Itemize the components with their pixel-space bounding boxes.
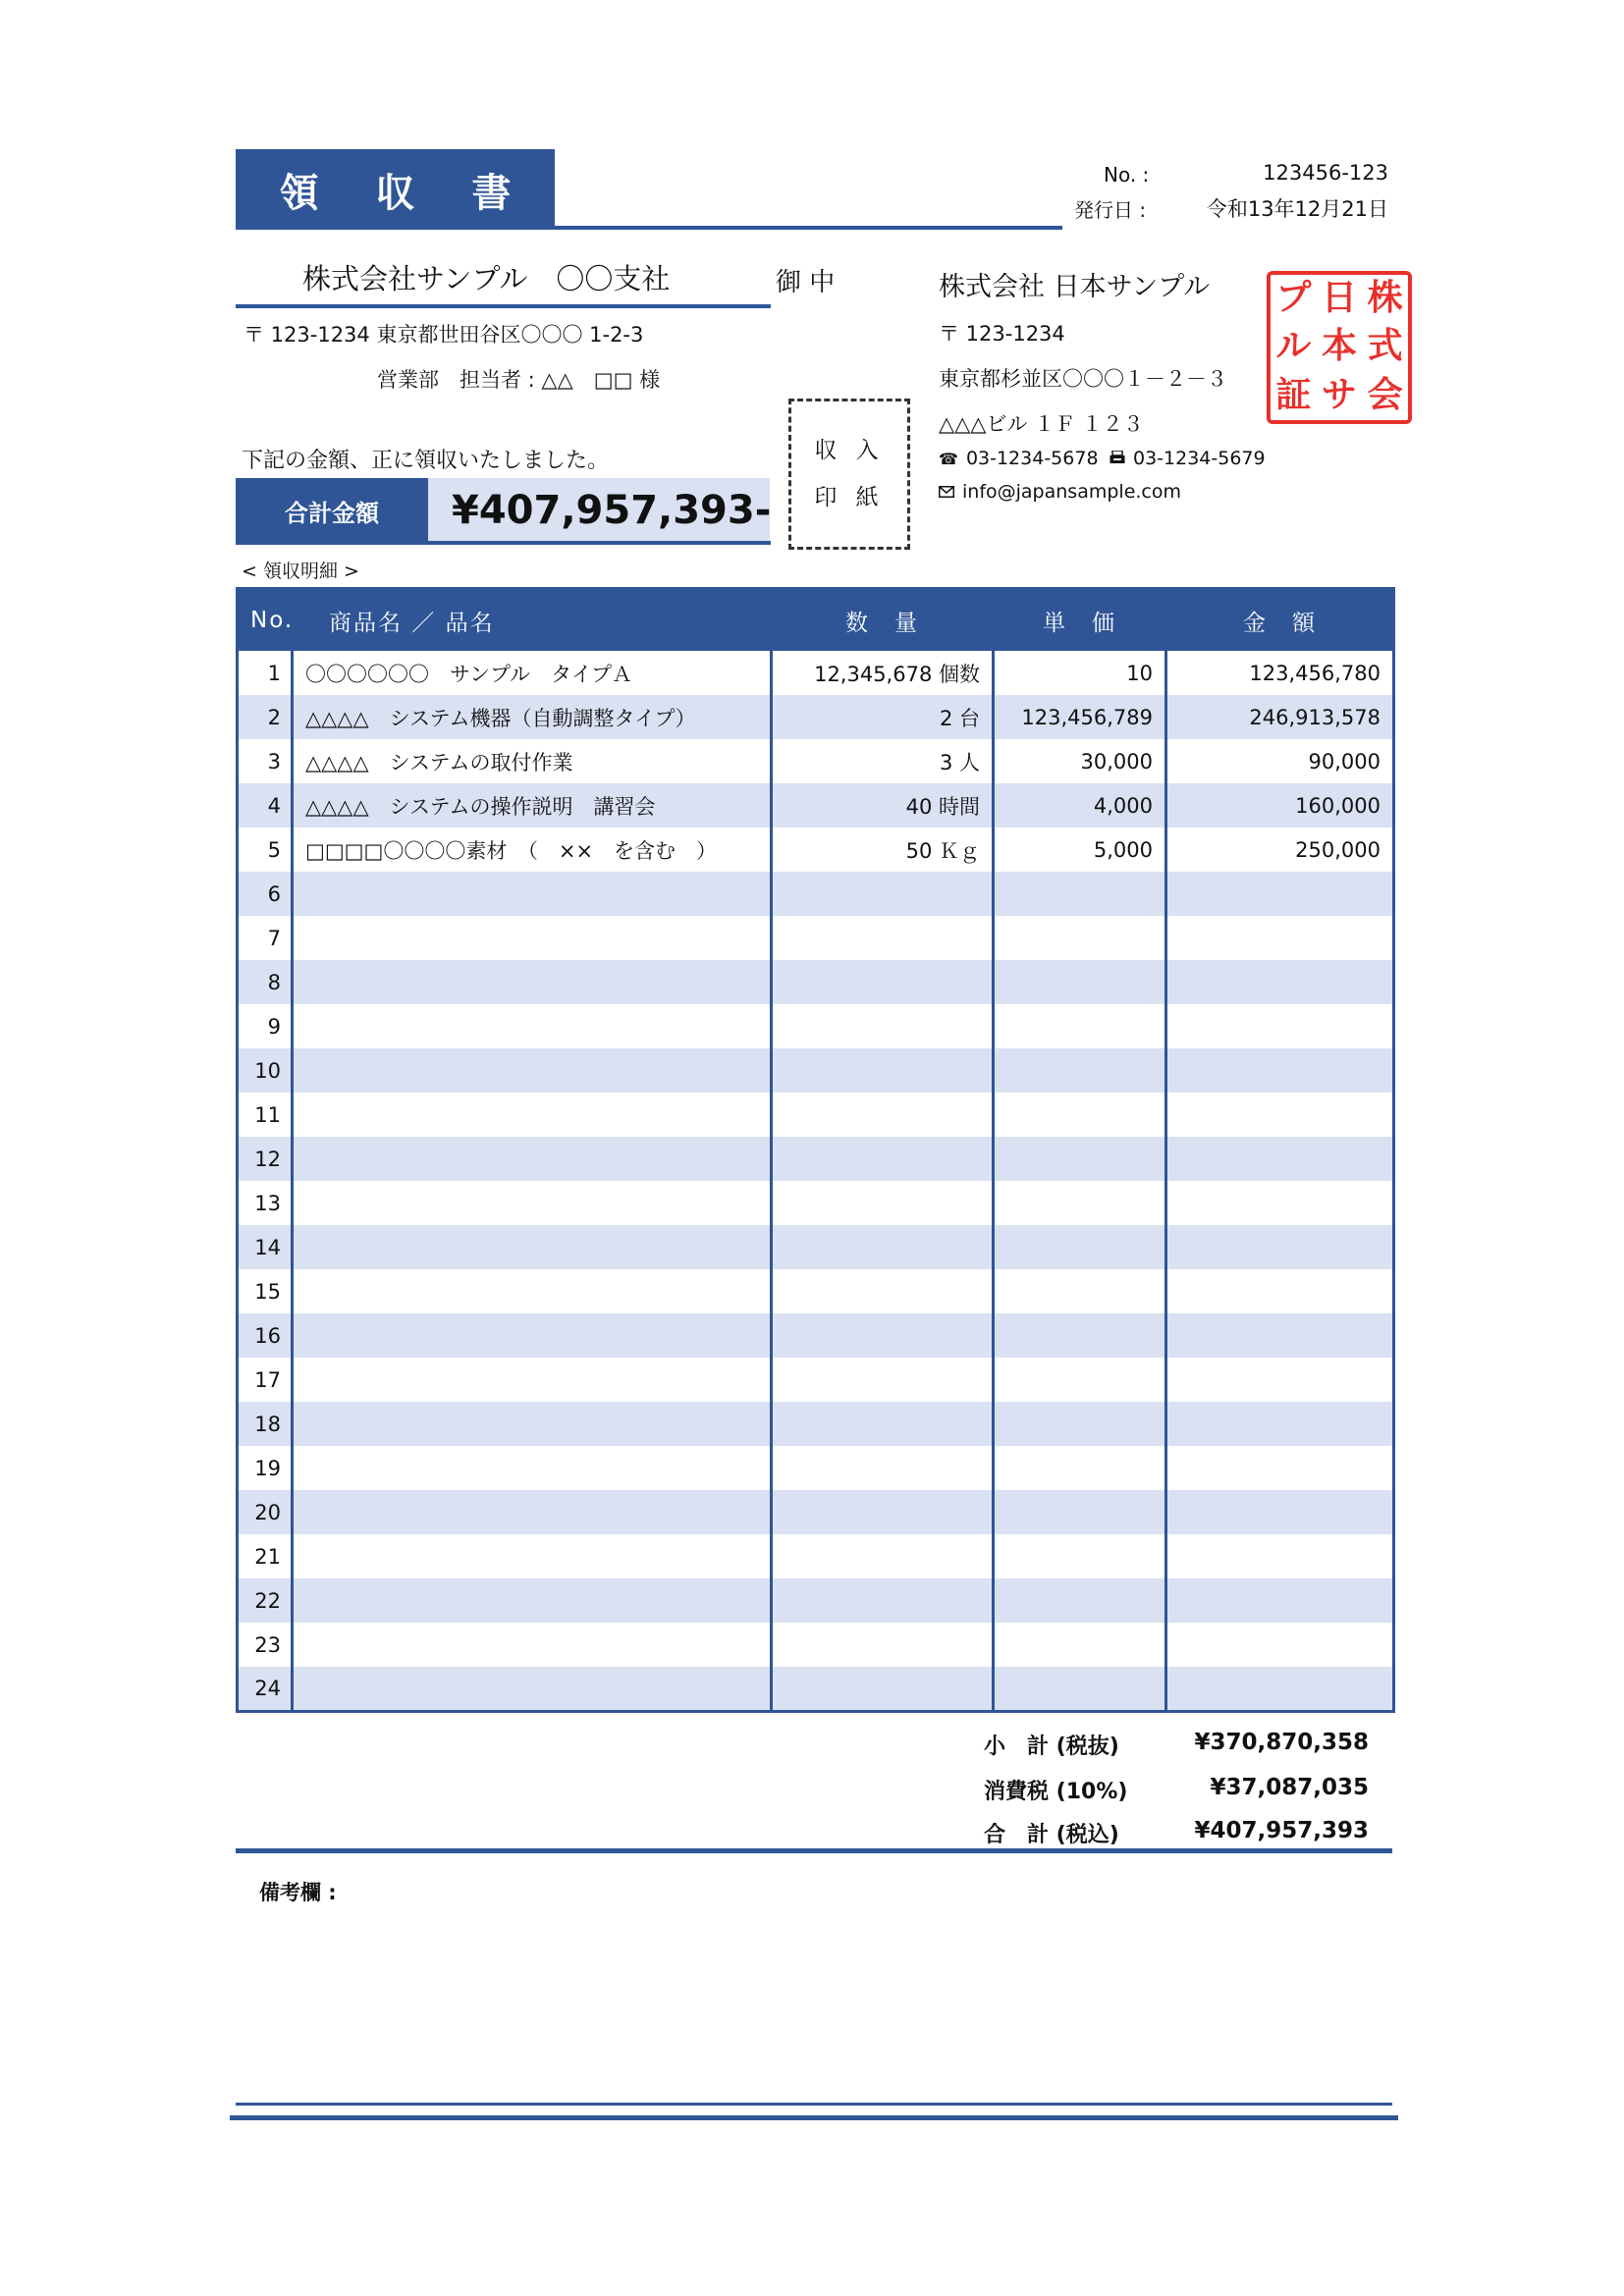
total-amount-value: ¥407,957,393- — [428, 478, 770, 543]
amount-cell — [1166, 1093, 1394, 1137]
amount-cell — [1166, 1667, 1394, 1711]
unit-price-cell — [994, 1048, 1166, 1093]
quantity-cell — [772, 916, 994, 960]
issuer-name: 株式会社 日本サンプル — [939, 272, 1211, 302]
quantity-cell — [772, 1402, 994, 1446]
row-no-cell: 3 — [267, 749, 281, 774]
issuer-fax — [1110, 448, 1266, 469]
table-row — [238, 1358, 1394, 1402]
item-name-cell — [293, 1313, 772, 1358]
amount-cell: 160,000 — [1166, 783, 1394, 828]
table-row — [238, 1446, 1394, 1490]
unit-price-cell — [994, 1667, 1166, 1711]
row-no-cell: 13 — [254, 1191, 281, 1215]
amount-cell — [1166, 1181, 1394, 1225]
remarks-label: 備考欄 : — [259, 1881, 337, 1904]
unit-price-cell: 10 — [994, 651, 1166, 695]
unit-price-cell — [994, 1623, 1166, 1667]
quantity-cell — [772, 1181, 994, 1225]
row-no-cell: 15 — [254, 1279, 281, 1304]
tax-label: 消費税 (10%) — [984, 1780, 1128, 1804]
quantity-cell — [772, 1358, 994, 1402]
details-caption: < 領収明細 > — [242, 561, 359, 582]
recipient-name: 株式会社サンプル 〇〇支社 — [302, 262, 671, 295]
unit-price-cell: 5,000 — [994, 828, 1166, 872]
table-row — [238, 695, 1394, 739]
row-no-cell: 9 — [267, 1014, 281, 1039]
item-name-cell — [293, 1358, 772, 1402]
item-name-cell — [293, 872, 772, 916]
table-row — [238, 1137, 1394, 1181]
amount-cell — [1166, 1446, 1394, 1490]
table-row — [238, 1623, 1394, 1667]
row-no-cell: 23 — [254, 1632, 281, 1657]
unit-price-cell — [994, 1181, 1166, 1225]
amount-cell — [1166, 916, 1394, 960]
item-name-cell — [293, 1446, 772, 1490]
amount-cell — [1166, 960, 1394, 1004]
quantity-cell — [772, 1446, 994, 1490]
subtotal-value: ¥370,870,358 — [1194, 1730, 1369, 1755]
receipt-no-label: No. : — [1104, 163, 1150, 187]
amount-cell — [1166, 1048, 1394, 1093]
header-quantity: 数 量 — [772, 589, 994, 652]
amount-cell — [1166, 1490, 1394, 1534]
receipt-no-value: 123456-123 — [1263, 161, 1388, 185]
row-no-cell: 5 — [267, 837, 281, 862]
quantity-cell — [772, 1313, 994, 1358]
fax-icon — [1110, 448, 1125, 469]
unit-price-cell — [994, 1137, 1166, 1181]
row-no-cell: 4 — [238, 783, 293, 828]
item-name-cell — [293, 960, 772, 1004]
table-row — [238, 1225, 1394, 1269]
issuer-fax-value: 03-1234-5679 — [1133, 448, 1266, 469]
unit-price-cell — [994, 1313, 1166, 1358]
quantity-cell — [772, 1269, 994, 1313]
table-row — [238, 1093, 1394, 1137]
row-no-cell: 22 — [238, 1578, 293, 1623]
row-no-cell: 18 — [238, 1402, 293, 1446]
quantity-cell: 3 人 — [772, 739, 994, 783]
item-name-cell — [293, 1534, 772, 1578]
quantity-cell — [772, 872, 994, 916]
header-amount: 金 額 — [1166, 589, 1394, 652]
amount-cell: 250,000 — [1166, 828, 1394, 872]
subtotal-label: 小 計 (税抜) — [984, 1735, 1119, 1759]
item-name-cell — [293, 1623, 772, 1667]
row-no-cell: 1 — [267, 661, 281, 685]
item-name-cell: △△△△ システムの操作説明 講習会 — [293, 783, 772, 828]
amount-cell: 246,913,578 — [1166, 695, 1394, 739]
quantity-cell — [772, 1004, 994, 1048]
unit-price-cell — [994, 960, 1166, 1004]
row-no-cell: 12 — [238, 1137, 293, 1181]
table-row — [238, 1402, 1394, 1446]
unit-price-cell — [994, 916, 1166, 960]
table-header-row — [238, 589, 1394, 652]
row-no-cell: 11 — [254, 1102, 281, 1127]
row-no-cell: 20 — [238, 1490, 293, 1534]
amount-cell — [1166, 1313, 1394, 1358]
amount-cell — [1166, 1623, 1394, 1667]
table-row — [238, 872, 1394, 916]
unit-price-cell — [994, 1004, 1166, 1048]
unit-price-cell — [994, 1534, 1166, 1578]
recipient-underline — [236, 304, 771, 308]
item-name-cell — [293, 1225, 772, 1269]
total-underline — [236, 541, 771, 545]
row-no-cell: 10 — [238, 1048, 293, 1093]
amount-cell — [1166, 1534, 1394, 1578]
recipient-contact: 営業部 担当者 : △△ □□ 様 — [377, 368, 661, 392]
table-row — [238, 1181, 1394, 1225]
title-underline — [236, 226, 1062, 230]
row-no-cell: 16 — [238, 1313, 293, 1358]
amount-cell: 90,000 — [1166, 739, 1394, 783]
table-row — [238, 783, 1394, 828]
revenue-stamp-line1: 収 入 — [814, 438, 885, 463]
table-row — [238, 1667, 1394, 1711]
row-no-cell: 2 — [238, 695, 293, 739]
header-unit-price: 単 価 — [994, 589, 1166, 652]
quantity-cell — [772, 1048, 994, 1093]
document-title: 領 収 書 — [236, 149, 555, 230]
quantity-cell — [772, 1490, 994, 1534]
row-no-cell: 8 — [238, 960, 293, 1004]
row-no-cell: 19 — [254, 1456, 281, 1480]
recipient-address: 〒 123-1234 東京都世田谷区〇〇〇 1-2-3 — [244, 323, 644, 347]
table-row — [238, 651, 1394, 695]
quantity-cell: 40 時間 — [772, 783, 994, 828]
header-item-name: 商品名 ／ 品名 — [293, 589, 772, 652]
phone-icon: ☎ — [939, 449, 958, 468]
recipient-honorific: 御 中 — [776, 268, 836, 297]
item-name-cell — [293, 916, 772, 960]
unit-price-cell — [994, 1578, 1166, 1623]
issue-date-label: 発行日 : — [1074, 198, 1147, 222]
quantity-cell — [772, 1578, 994, 1623]
item-name-cell — [293, 1181, 772, 1225]
grand-total-label: 合 計 (税込) — [984, 1823, 1119, 1847]
item-name-cell: △△△△ システムの取付作業 — [293, 739, 772, 783]
amount-cell: 123,456,780 — [1166, 651, 1394, 695]
summary-underline — [236, 1848, 1392, 1853]
footer-rule-top — [236, 2103, 1392, 2106]
item-name-cell — [293, 1048, 772, 1093]
table-row — [238, 1490, 1394, 1534]
unit-price-cell — [994, 1446, 1166, 1490]
tax-value: ¥37,087,035 — [1210, 1775, 1369, 1800]
unit-price-cell: 123,456,789 — [994, 695, 1166, 739]
table-row — [238, 1313, 1394, 1358]
table-row — [238, 1048, 1394, 1093]
unit-price-cell: 30,000 — [994, 739, 1166, 783]
issuer-postal: 〒 123-1234 — [939, 322, 1065, 346]
issuer-tel-value: 03-1234-5678 — [965, 448, 1099, 469]
unit-price-cell — [994, 1093, 1166, 1137]
amount-cell — [1166, 1578, 1394, 1623]
table-body — [238, 651, 1394, 1711]
unit-price-cell — [994, 1402, 1166, 1446]
receipt-statement: 下記の金額、正に領収いたしました。 — [242, 449, 610, 473]
quantity-cell — [772, 1093, 994, 1137]
issue-date-value: 令和13年12月21日 — [1206, 197, 1388, 221]
item-name-cell — [293, 1093, 772, 1137]
table-row — [238, 739, 1394, 783]
table-row — [238, 916, 1394, 960]
item-name-cell: △△△△ システム機器（自動調整タイプ） — [293, 695, 772, 739]
row-no-cell: 6 — [238, 872, 293, 916]
unit-price-cell: 4,000 — [994, 783, 1166, 828]
item-name-cell — [293, 1578, 772, 1623]
quantity-cell: 50 Ｋｇ — [772, 828, 994, 872]
company-seal: 株 式 会 日 本 サ プ ル 証 — [1267, 271, 1412, 424]
quantity-cell — [772, 960, 994, 1004]
amount-cell — [1166, 1269, 1394, 1313]
table-row — [238, 1534, 1394, 1578]
table-row — [238, 1269, 1394, 1313]
amount-cell — [1166, 1402, 1394, 1446]
total-amount-label: 合計金額 — [236, 478, 428, 543]
header-no: No. — [238, 589, 293, 652]
issuer-email — [939, 481, 1181, 503]
amount-cell — [1166, 872, 1394, 916]
item-name-cell — [293, 1004, 772, 1048]
issuer-tel — [939, 448, 1099, 469]
issuer-building: △△△ビル １Ｆ １２３ — [939, 412, 1144, 436]
unit-price-cell — [994, 872, 1166, 916]
receipt-details-table — [236, 587, 1395, 1713]
quantity-cell — [772, 1137, 994, 1181]
issuer-email-value: info@japansample.com — [962, 481, 1181, 503]
row-no-cell: 24 — [238, 1667, 293, 1711]
item-name-cell — [293, 1402, 772, 1446]
item-name-cell — [293, 1490, 772, 1534]
grand-total-value: ¥407,957,393 — [1194, 1818, 1369, 1843]
revenue-stamp-line2: 印 紙 — [814, 485, 885, 510]
amount-cell — [1166, 1225, 1394, 1269]
quantity-cell: 2 台 — [772, 695, 994, 739]
issuer-address: 東京都杉並区〇〇〇１－２－３ — [939, 367, 1227, 391]
row-no-cell: 14 — [238, 1225, 293, 1269]
amount-cell — [1166, 1137, 1394, 1181]
quantity-cell — [772, 1225, 994, 1269]
unit-price-cell — [994, 1490, 1166, 1534]
unit-price-cell — [994, 1358, 1166, 1402]
table-row — [238, 1004, 1394, 1048]
row-no-cell: 17 — [254, 1367, 281, 1392]
item-name-cell: 〇〇〇〇〇〇 サンプル タイプＡ — [293, 651, 772, 695]
item-name-cell — [293, 1269, 772, 1313]
quantity-cell — [772, 1534, 994, 1578]
quantity-cell — [772, 1667, 994, 1711]
unit-price-cell — [994, 1269, 1166, 1313]
mail-icon — [939, 481, 954, 503]
quantity-cell — [772, 1623, 994, 1667]
item-name-cell — [293, 1137, 772, 1181]
amount-cell — [1166, 1004, 1394, 1048]
item-name-cell: □□□□〇〇〇〇素材 （ ×× を含む ） — [293, 828, 772, 872]
amount-cell — [1166, 1358, 1394, 1402]
table-row — [238, 828, 1394, 872]
row-no-cell: 7 — [267, 926, 281, 950]
quantity-cell: 12,345,678 個数 — [772, 651, 994, 695]
table-row — [238, 960, 1394, 1004]
item-name-cell — [293, 1667, 772, 1711]
footer-rule-bottom — [230, 2115, 1398, 2120]
row-no-cell: 21 — [254, 1544, 281, 1569]
table-row — [238, 1578, 1394, 1623]
revenue-stamp-box — [788, 399, 910, 550]
unit-price-cell — [994, 1225, 1166, 1269]
